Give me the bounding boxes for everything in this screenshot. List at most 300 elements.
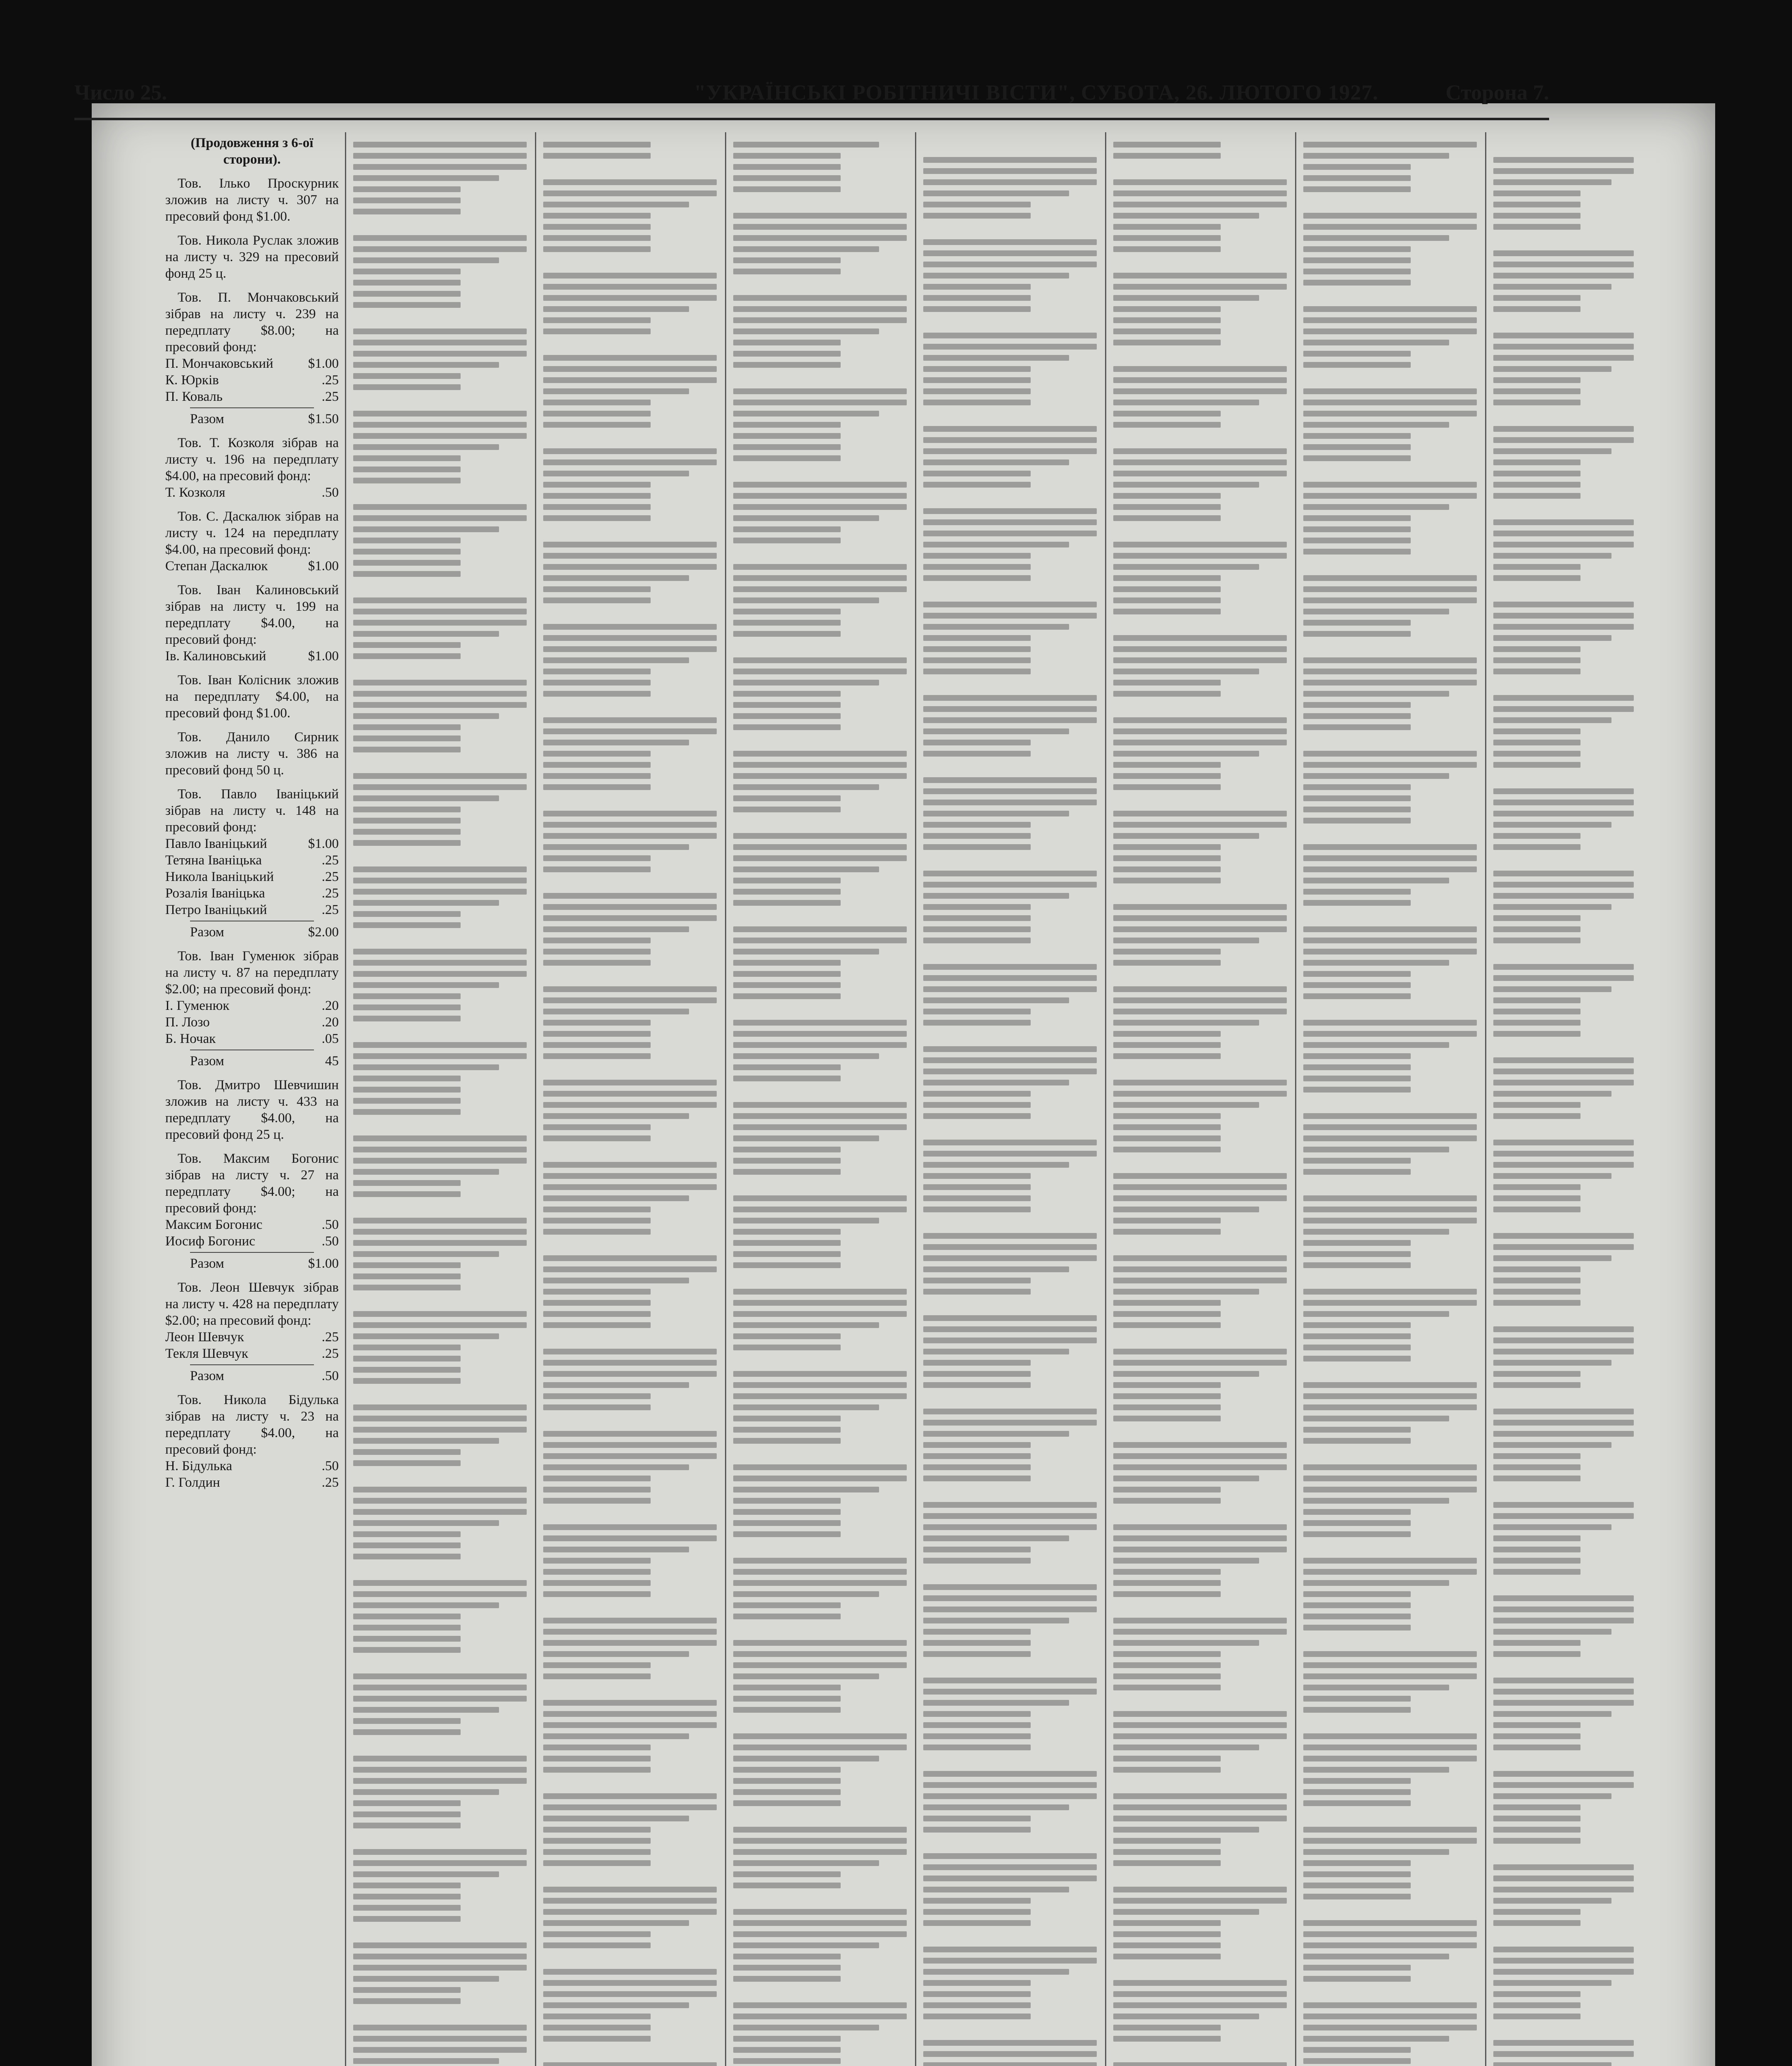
print-line xyxy=(543,448,717,454)
print-line xyxy=(1493,190,1580,196)
print-line xyxy=(1493,295,1580,301)
print-line xyxy=(923,1700,1069,1706)
print-line xyxy=(543,1173,717,1179)
print-line xyxy=(1493,657,1580,663)
print-line xyxy=(543,400,651,405)
print-line xyxy=(733,1673,879,1679)
print-line xyxy=(1493,1678,1634,1683)
print-line xyxy=(1303,762,1477,768)
print-line xyxy=(1493,493,1580,499)
print-line xyxy=(1303,1251,1411,1257)
column-divider xyxy=(915,132,916,2066)
print-line xyxy=(543,1756,651,1761)
print-line xyxy=(733,1800,841,1806)
print-line xyxy=(1303,1064,1411,1070)
print-line xyxy=(1113,340,1221,345)
print-line xyxy=(1113,717,1287,723)
print-line xyxy=(1493,1662,1634,1672)
print-line xyxy=(543,635,717,641)
total-amount: $1.50 xyxy=(308,412,339,426)
print-line xyxy=(733,433,841,439)
print-line xyxy=(353,1311,527,1317)
print-line xyxy=(1113,1427,1287,1437)
print-line xyxy=(1303,373,1477,383)
print-line xyxy=(1113,1991,1287,1997)
donor-amount: .25 xyxy=(321,853,339,868)
print-line xyxy=(353,549,461,555)
total-row xyxy=(165,1053,339,1069)
print-line xyxy=(1303,538,1411,543)
print-line xyxy=(1493,437,1634,443)
print-line xyxy=(543,1135,651,1141)
print-line xyxy=(923,728,1069,734)
donation-entry xyxy=(165,729,339,778)
print-line xyxy=(923,904,1031,910)
print-line xyxy=(1303,586,1477,592)
print-line xyxy=(1113,273,1287,278)
print-line xyxy=(1113,1591,1221,1597)
print-line xyxy=(353,851,527,861)
print-line xyxy=(1493,471,1580,476)
print-line xyxy=(923,669,1031,674)
print-line xyxy=(1303,1800,1411,1806)
print-line xyxy=(733,657,907,663)
print-line xyxy=(1493,844,1580,850)
print-line xyxy=(1493,938,1580,943)
print-line xyxy=(1303,164,1411,170)
entry-text: Тов. С. Даскалюк зібрав на листу ч. 124 на передплату $4.00, на пресовий фонд: xyxy=(165,509,339,557)
print-line xyxy=(353,313,527,323)
print-line xyxy=(1493,1700,1634,1706)
print-line xyxy=(733,1931,907,1937)
print-line xyxy=(923,1162,1069,1168)
print-line xyxy=(1303,1333,1411,1339)
print-line xyxy=(1493,1991,1580,1997)
print-line xyxy=(923,657,1031,663)
print-line xyxy=(1303,911,1477,921)
donation-entry xyxy=(165,175,339,225)
print-line xyxy=(1303,1345,1411,1350)
print-line xyxy=(1303,1707,1411,1713)
donation-entry xyxy=(165,289,339,427)
print-line xyxy=(543,702,717,712)
print-line xyxy=(1493,964,1634,970)
print-line xyxy=(1303,351,1411,357)
print-line xyxy=(923,519,1097,525)
print-line xyxy=(1303,328,1477,334)
print-line xyxy=(733,1333,841,1339)
header-divider xyxy=(74,118,1549,120)
print-line xyxy=(543,1229,651,1235)
print-line xyxy=(1493,1371,1580,1377)
print-line xyxy=(543,366,717,372)
print-line xyxy=(1493,1756,1634,1766)
print-line xyxy=(353,455,461,461)
print-line xyxy=(733,807,841,812)
print-line xyxy=(733,1229,841,1235)
print-line xyxy=(1113,1416,1221,1421)
print-line xyxy=(1303,1883,1411,1888)
print-line xyxy=(1303,1580,1449,1586)
print-line xyxy=(543,2047,717,2057)
print-line xyxy=(353,2058,499,2064)
print-line xyxy=(1303,1135,1477,1141)
print-line xyxy=(733,422,841,428)
print-line xyxy=(353,1345,461,1350)
print-line xyxy=(353,1109,461,1115)
print-line xyxy=(1493,1326,1634,1332)
print-line xyxy=(353,1756,527,1761)
print-line xyxy=(353,1367,461,1373)
donation-entry xyxy=(165,1150,339,1272)
print-line xyxy=(1113,971,1287,981)
print-line xyxy=(353,246,527,252)
print-line xyxy=(543,1954,717,1964)
print-line xyxy=(1113,1793,1287,1799)
print-line xyxy=(1303,1651,1477,1657)
print-line xyxy=(923,1113,1031,1119)
print-line xyxy=(1493,1947,1634,1952)
print-line xyxy=(1113,1266,1287,1272)
print-line xyxy=(923,1640,1031,1646)
print-line xyxy=(1113,1498,1221,1504)
print-line xyxy=(733,153,841,159)
print-line xyxy=(733,306,907,312)
print-line xyxy=(923,1315,1097,1321)
print-line xyxy=(1493,1311,1634,1321)
print-line xyxy=(923,788,1097,794)
print-line xyxy=(353,1191,461,1197)
print-line xyxy=(1303,1569,1477,1575)
print-line xyxy=(733,564,907,570)
print-line xyxy=(1113,202,1287,207)
print-line xyxy=(543,691,651,697)
print-line xyxy=(1303,1558,1477,1564)
donor-amount: .20 xyxy=(321,1015,339,1030)
print-line xyxy=(923,1453,1031,1459)
print-line xyxy=(1303,246,1411,252)
print-line xyxy=(353,949,527,954)
print-line xyxy=(923,306,1031,312)
print-line xyxy=(1303,1920,1477,1926)
print-line xyxy=(1493,1920,1580,1926)
donor-amount: .20 xyxy=(321,998,339,1013)
print-line xyxy=(923,437,1097,443)
print-line xyxy=(733,1053,879,1059)
print-line xyxy=(1113,2002,1287,2008)
print-line xyxy=(1303,1158,1411,1164)
column-divider xyxy=(1105,132,1106,2066)
print-line xyxy=(733,224,907,230)
print-line xyxy=(353,1356,461,1361)
print-line xyxy=(353,1696,527,1702)
print-line xyxy=(543,1498,651,1504)
print-line xyxy=(353,971,527,977)
print-line xyxy=(1113,213,1259,219)
total-label: Разом xyxy=(190,1256,224,1271)
print-line xyxy=(1113,1778,1287,1788)
print-line xyxy=(733,1438,841,1444)
print-line xyxy=(1493,773,1634,783)
print-line xyxy=(353,653,461,659)
print-line xyxy=(1113,1080,1287,1085)
print-line xyxy=(733,1942,879,1948)
print-line xyxy=(353,1565,527,1575)
print-line xyxy=(353,2036,527,2042)
donor-amount: .50 xyxy=(321,485,339,500)
print-line xyxy=(1303,1240,1411,1246)
print-line xyxy=(1303,493,1477,499)
print-line xyxy=(923,695,1097,701)
print-line xyxy=(733,889,841,895)
print-line xyxy=(733,1240,841,1246)
print-line xyxy=(1493,235,1634,245)
print-line xyxy=(353,933,527,943)
print-line xyxy=(1303,257,1411,263)
print-line xyxy=(923,142,1097,152)
print-line xyxy=(543,1838,651,1844)
column-divider xyxy=(725,132,726,2066)
print-line xyxy=(543,657,689,663)
donor-row xyxy=(165,372,339,388)
print-line xyxy=(353,1987,461,1993)
print-line xyxy=(353,1438,499,1444)
print-line xyxy=(353,384,461,390)
print-line xyxy=(1493,1464,1580,1470)
print-line xyxy=(733,351,841,357)
print-line xyxy=(543,971,717,981)
print-line xyxy=(353,582,527,592)
print-line xyxy=(923,997,1069,1003)
total-amount: $1.00 xyxy=(308,1256,339,1271)
print-line xyxy=(353,560,461,566)
print-line xyxy=(353,515,527,521)
print-line xyxy=(1303,1673,1477,1679)
total-rule xyxy=(190,1364,314,1365)
print-line xyxy=(1113,179,1287,185)
print-line xyxy=(923,624,1069,630)
print-line xyxy=(353,1905,461,1911)
print-line xyxy=(923,1382,1031,1388)
print-line xyxy=(1303,960,1449,966)
print-line xyxy=(1493,213,1580,219)
print-line xyxy=(1493,344,1634,350)
print-line xyxy=(1113,553,1287,559)
print-line xyxy=(543,1909,717,1915)
print-line xyxy=(1493,1113,1580,1119)
donor-name: Тетяна Іваніцька xyxy=(165,853,262,868)
print-line xyxy=(733,482,907,488)
print-line xyxy=(1493,986,1611,992)
print-line xyxy=(543,1266,717,1272)
print-line xyxy=(1113,1816,1287,1821)
print-line xyxy=(1303,1476,1477,1481)
print-line xyxy=(543,1524,717,1530)
print-line xyxy=(543,1711,717,1717)
print-line xyxy=(1493,2040,1634,2046)
print-line xyxy=(1303,669,1477,674)
print-line xyxy=(1303,317,1477,323)
print-line xyxy=(923,777,1097,783)
print-line xyxy=(543,740,689,745)
print-line xyxy=(1493,519,1634,525)
print-line xyxy=(1113,2014,1259,2019)
print-line xyxy=(543,795,717,805)
print-line xyxy=(353,1333,499,1339)
print-line xyxy=(1303,1098,1477,1108)
print-line xyxy=(733,198,907,207)
print-line xyxy=(543,224,651,230)
print-line xyxy=(353,1027,527,1037)
print-line xyxy=(1113,1442,1287,1448)
print-line xyxy=(733,586,907,592)
entry-text: Тов. Павло Іваніцький зібрав на листу ч. 148 на пресовий фонд: xyxy=(165,787,339,835)
print-line xyxy=(733,1542,907,1552)
print-line xyxy=(1303,889,1411,895)
print-line xyxy=(543,2002,689,2008)
print-line xyxy=(1303,724,1411,730)
print-line xyxy=(733,620,841,626)
print-line xyxy=(1113,257,1287,267)
print-line xyxy=(1303,1404,1477,1410)
print-line xyxy=(1113,1278,1287,1283)
print-line xyxy=(733,1718,907,1728)
print-line xyxy=(1493,377,1580,383)
print-line xyxy=(733,1449,907,1459)
print-line xyxy=(923,1864,1097,1870)
print-line xyxy=(1113,1371,1259,1377)
print-line xyxy=(923,575,1031,581)
print-line xyxy=(1493,893,1634,899)
donor-row xyxy=(165,1329,339,1345)
donor-row xyxy=(165,1031,339,1047)
print-line xyxy=(543,997,717,1003)
print-line xyxy=(543,1980,717,1986)
print-line xyxy=(1113,411,1221,417)
print-line xyxy=(353,1076,461,1081)
print-line xyxy=(353,1487,527,1492)
print-line xyxy=(1113,1184,1287,1190)
print-line xyxy=(733,575,907,581)
print-line xyxy=(1303,993,1411,999)
print-line xyxy=(733,702,841,708)
print-line xyxy=(1113,889,1287,899)
print-line xyxy=(1493,1020,1580,1026)
print-line xyxy=(1303,1614,1411,1619)
print-line xyxy=(733,1580,907,1586)
print-line xyxy=(1303,1464,1477,1470)
donor-row xyxy=(165,852,339,869)
print-line xyxy=(353,1778,527,1784)
print-line xyxy=(1303,433,1411,439)
print-line xyxy=(1113,164,1287,174)
print-line xyxy=(923,1584,1097,1590)
print-line xyxy=(353,340,527,345)
print-line xyxy=(543,1147,717,1157)
donation-list xyxy=(165,175,339,1491)
print-line xyxy=(733,1685,841,1690)
print-line xyxy=(1493,2002,1580,2008)
print-line xyxy=(733,1591,879,1597)
print-line xyxy=(733,373,907,383)
print-line xyxy=(353,1871,499,1877)
print-line xyxy=(733,1745,907,1750)
print-line xyxy=(1303,1905,1477,1915)
print-line xyxy=(733,526,841,532)
print-line xyxy=(733,1767,841,1773)
print-line xyxy=(923,1278,1031,1283)
print-line xyxy=(923,1300,1097,1310)
print-line xyxy=(923,1326,1097,1332)
print-line xyxy=(353,411,527,417)
print-line xyxy=(923,855,1097,865)
print-line xyxy=(733,762,907,768)
print-line xyxy=(1113,1173,1287,1179)
donor-amount: .25 xyxy=(321,869,339,884)
print-line xyxy=(733,1042,907,1048)
print-line xyxy=(733,1558,907,1564)
print-line xyxy=(353,1251,499,1257)
print-line xyxy=(353,1883,461,1888)
print-line xyxy=(733,1195,907,1201)
print-line xyxy=(733,1382,907,1388)
entry-text: Тов. Леон Шевчук зібрав на листу ч. 428 на передплату $2.00; на пресовий фонд: xyxy=(165,1280,339,1328)
print-line xyxy=(353,1636,461,1642)
print-line xyxy=(923,1476,1031,1481)
print-line xyxy=(1113,822,1287,828)
print-line xyxy=(1113,1322,1221,1328)
print-line xyxy=(1493,1289,1580,1295)
print-line xyxy=(1493,833,1580,839)
print-line xyxy=(543,1278,689,1283)
print-line xyxy=(1493,1278,1580,1283)
print-line xyxy=(353,1120,527,1130)
print-line xyxy=(543,1404,651,1410)
print-line xyxy=(733,993,841,999)
print-line xyxy=(733,713,841,719)
print-line xyxy=(543,1745,651,1750)
print-line xyxy=(1303,702,1411,708)
print-line xyxy=(1113,1487,1221,1492)
print-line xyxy=(733,773,907,779)
print-line xyxy=(923,1969,1069,1975)
print-line xyxy=(353,1135,527,1141)
print-line xyxy=(923,2040,1097,2046)
print-line xyxy=(923,751,1031,757)
print-line xyxy=(923,1745,1031,1750)
print-line xyxy=(1113,328,1221,334)
print-line xyxy=(543,213,651,219)
print-line xyxy=(923,2062,1097,2066)
print-line xyxy=(733,1509,841,1515)
print-line xyxy=(923,1218,1097,1228)
column-3 xyxy=(543,136,717,2066)
print-line xyxy=(1303,1976,1411,1982)
print-line xyxy=(733,2025,879,2030)
print-line xyxy=(1303,1498,1449,1504)
print-line xyxy=(733,2036,841,2042)
print-line xyxy=(353,1729,461,1735)
print-line xyxy=(1303,153,1449,159)
print-line xyxy=(923,635,1031,641)
print-line xyxy=(1493,646,1580,652)
print-line xyxy=(1113,422,1221,428)
print-line xyxy=(543,1218,651,1223)
print-line xyxy=(733,2047,841,2053)
print-line xyxy=(733,1169,841,1175)
print-line xyxy=(543,1700,717,1706)
print-line xyxy=(1113,1300,1221,1306)
